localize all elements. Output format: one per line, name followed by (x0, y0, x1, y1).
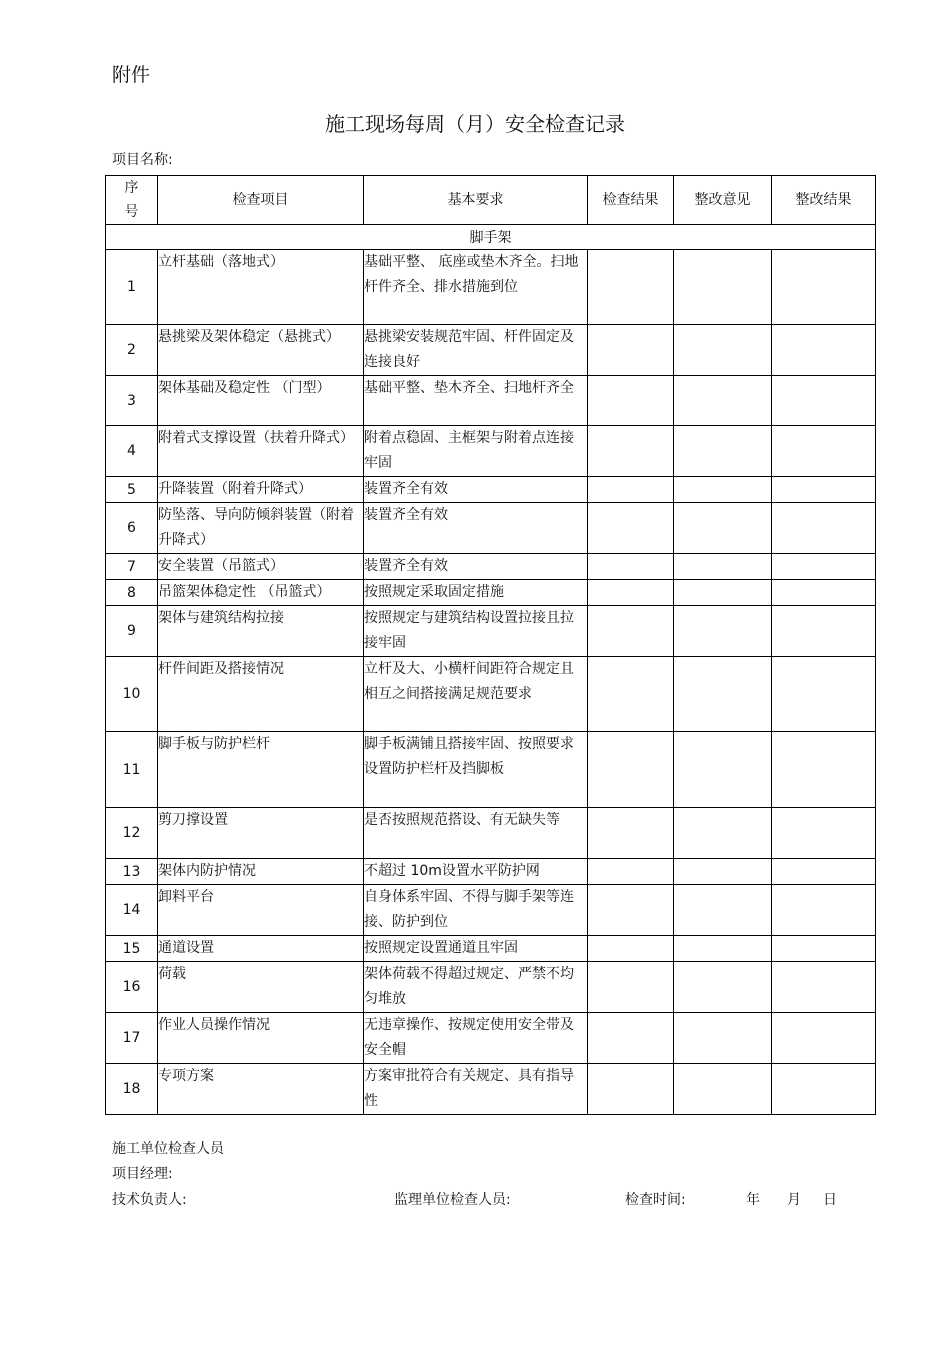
row-requirement: 自身体系牢固、不得与脚手架等连接、防护到位 (364, 885, 588, 936)
table-row (106, 426, 876, 477)
row-rectify-cell (772, 376, 876, 426)
project-name-label: 项目名称: (112, 152, 173, 168)
row-opinion-cell (674, 554, 772, 580)
table-row (106, 325, 876, 376)
row-requirement: 装置齐全有效 (364, 503, 588, 554)
row-opinion-cell (674, 503, 772, 554)
header-no-line2: 号 (124, 204, 139, 220)
row-check-item: 悬挑梁及架体稳定（悬挑式） (158, 325, 364, 376)
row-check-item: 架体内防护情况 (158, 859, 364, 885)
row-opinion-cell (674, 962, 772, 1013)
table-row (106, 250, 876, 325)
row-opinion-cell (674, 732, 772, 808)
header-no-line1: 序 (124, 180, 139, 196)
row-result-cell (588, 808, 674, 859)
row-number: 15 (106, 936, 158, 962)
row-opinion-cell (674, 250, 772, 325)
row-result-cell (588, 250, 674, 325)
table-row (106, 606, 876, 657)
row-rectify-cell (772, 554, 876, 580)
row-number: 13 (106, 859, 158, 885)
row-check-item: 专项方案 (158, 1064, 364, 1115)
row-requirement: 方案审批符合有关规定、具有指导性 (364, 1064, 588, 1115)
row-check-item: 作业人员操作情况 (158, 1013, 364, 1064)
row-result-cell (588, 936, 674, 962)
row-number: 14 (106, 885, 158, 936)
row-requirement: 附着点稳固、主框架与附着点连接牢固 (364, 426, 588, 477)
inspectors-label: 施工单位检查人员 (112, 1141, 224, 1157)
row-check-item: 杆件间距及搭接情况 (158, 657, 364, 732)
row-requirement: 悬挑梁安装规范牢固、杆件固定及连接良好 (364, 325, 588, 376)
table-row (106, 376, 876, 426)
row-result-cell (588, 426, 674, 477)
attachment-label: 附件 (112, 64, 151, 86)
row-rectify-cell (772, 1064, 876, 1115)
row-result-cell (588, 580, 674, 606)
row-requirement: 基础平整、 底座或垫木齐全。扫地杆件齐全、排水措施到位 (364, 250, 588, 325)
row-result-cell (588, 1013, 674, 1064)
row-number: 18 (106, 1064, 158, 1115)
row-opinion-cell (674, 936, 772, 962)
row-number: 4 (106, 426, 158, 477)
row-number: 3 (106, 376, 158, 426)
row-rectify-cell (772, 657, 876, 732)
row-number: 9 (106, 606, 158, 657)
row-requirement: 装置齐全有效 (364, 477, 588, 503)
table-row (106, 657, 876, 732)
row-check-item: 架体基础及稳定性 （门型） (158, 376, 364, 426)
header-result: 检查结果 (588, 176, 674, 225)
row-result-cell (588, 732, 674, 808)
table-row (106, 477, 876, 503)
row-result-cell (588, 1064, 674, 1115)
row-rectify-cell (772, 606, 876, 657)
row-rectify-cell (772, 477, 876, 503)
row-opinion-cell (674, 580, 772, 606)
row-check-item: 通道设置 (158, 936, 364, 962)
row-result-cell (588, 606, 674, 657)
row-rectify-cell (772, 962, 876, 1013)
row-requirement: 装置齐全有效 (364, 554, 588, 580)
row-check-item: 升降装置（附着升降式） (158, 477, 364, 503)
row-result-cell (588, 859, 674, 885)
row-rectify-cell (772, 732, 876, 808)
row-requirement: 无违章操作、按规定使用安全带及安全帽 (364, 1013, 588, 1064)
row-check-item: 吊篮架体稳定性 （吊篮式） (158, 580, 364, 606)
header-item: 检查项目 (158, 176, 364, 225)
row-check-item: 安全装置（吊篮式） (158, 554, 364, 580)
row-opinion-cell (674, 859, 772, 885)
row-number: 7 (106, 554, 158, 580)
row-requirement: 立杆及大、小横杆间距符合规定且相互之间搭接满足规范要求 (364, 657, 588, 732)
tech-lead-label: 技术负责人: (112, 1192, 187, 1208)
row-number: 11 (106, 732, 158, 808)
row-rectify-cell (772, 580, 876, 606)
table-row (106, 808, 876, 859)
section-row (106, 225, 876, 250)
row-check-item: 荷载 (158, 962, 364, 1013)
row-rectify-cell (772, 426, 876, 477)
header-rectify-result: 整改结果 (772, 176, 876, 225)
row-number: 5 (106, 477, 158, 503)
row-opinion-cell (674, 885, 772, 936)
day-label: 日 (823, 1192, 837, 1208)
check-time-label: 检查时间: (625, 1192, 686, 1208)
row-opinion-cell (674, 657, 772, 732)
row-opinion-cell (674, 1064, 772, 1115)
row-number: 6 (106, 503, 158, 554)
row-requirement: 架体荷载不得超过规定、严禁不均匀堆放 (364, 962, 588, 1013)
row-opinion-cell (674, 325, 772, 376)
year-label: 年 (746, 1192, 760, 1208)
inspection-table (105, 175, 876, 1115)
row-opinion-cell (674, 808, 772, 859)
row-result-cell (588, 657, 674, 732)
row-check-item: 架体与建筑结构拉接 (158, 606, 364, 657)
row-result-cell (588, 325, 674, 376)
page-title: 施工现场每周（月）安全检查记录 (325, 112, 625, 136)
table-row (106, 732, 876, 808)
row-opinion-cell (674, 376, 772, 426)
row-rectify-cell (772, 936, 876, 962)
header-row (106, 176, 876, 225)
row-rectify-cell (772, 885, 876, 936)
row-number: 16 (106, 962, 158, 1013)
row-requirement: 按照规定采取固定措施 (364, 580, 588, 606)
header-opinion: 整改意见 (674, 176, 772, 225)
row-requirement: 是否按照规范搭设、有无缺失等 (364, 808, 588, 859)
row-opinion-cell (674, 426, 772, 477)
row-opinion-cell (674, 606, 772, 657)
row-number: 1 (106, 250, 158, 325)
table-row (106, 936, 876, 962)
manager-label: 项目经理: (112, 1166, 173, 1182)
row-check-item: 附着式支撑设置（扶着升降式） (158, 426, 364, 477)
table-row (106, 580, 876, 606)
row-requirement: 基础平整、垫木齐全、扫地杆齐全 (364, 376, 588, 426)
row-check-item: 防坠落、导向防倾斜装置（附着升降式） (158, 503, 364, 554)
row-rectify-cell (772, 1013, 876, 1064)
row-result-cell (588, 962, 674, 1013)
row-result-cell (588, 503, 674, 554)
row-result-cell (588, 885, 674, 936)
row-number: 2 (106, 325, 158, 376)
table-row (106, 554, 876, 580)
row-rectify-cell (772, 503, 876, 554)
table-row (106, 885, 876, 936)
row-opinion-cell (674, 1013, 772, 1064)
row-number: 10 (106, 657, 158, 732)
section-title: 脚手架 (106, 225, 876, 250)
row-check-item: 卸料平台 (158, 885, 364, 936)
row-rectify-cell (772, 808, 876, 859)
header-no (106, 176, 158, 225)
header-requirement: 基本要求 (364, 176, 588, 225)
table-row (106, 503, 876, 554)
table-row (106, 1064, 876, 1115)
row-result-cell (588, 477, 674, 503)
row-requirement: 按照规定设置通道且牢固 (364, 936, 588, 962)
row-requirement: 不超过 10m设置水平防护网 (364, 859, 588, 885)
row-number: 12 (106, 808, 158, 859)
row-check-item: 脚手板与防护栏杆 (158, 732, 364, 808)
month-label: 月 (787, 1192, 801, 1208)
row-number: 17 (106, 1013, 158, 1064)
row-result-cell (588, 554, 674, 580)
row-opinion-cell (674, 477, 772, 503)
row-rectify-cell (772, 250, 876, 325)
row-requirement: 按照规定与建筑结构设置拉接且拉接牢固 (364, 606, 588, 657)
row-result-cell (588, 376, 674, 426)
supervisor-label: 监理单位检查人员: (394, 1192, 511, 1208)
table-row (106, 859, 876, 885)
table-row (106, 962, 876, 1013)
row-requirement: 脚手板满铺且搭接牢固、按照要求设置防护栏杆及挡脚板 (364, 732, 588, 808)
table-row (106, 1013, 876, 1064)
row-number: 8 (106, 580, 158, 606)
row-check-item: 剪刀撑设置 (158, 808, 364, 859)
row-check-item: 立杆基础（落地式） (158, 250, 364, 325)
row-rectify-cell (772, 859, 876, 885)
row-rectify-cell (772, 325, 876, 376)
